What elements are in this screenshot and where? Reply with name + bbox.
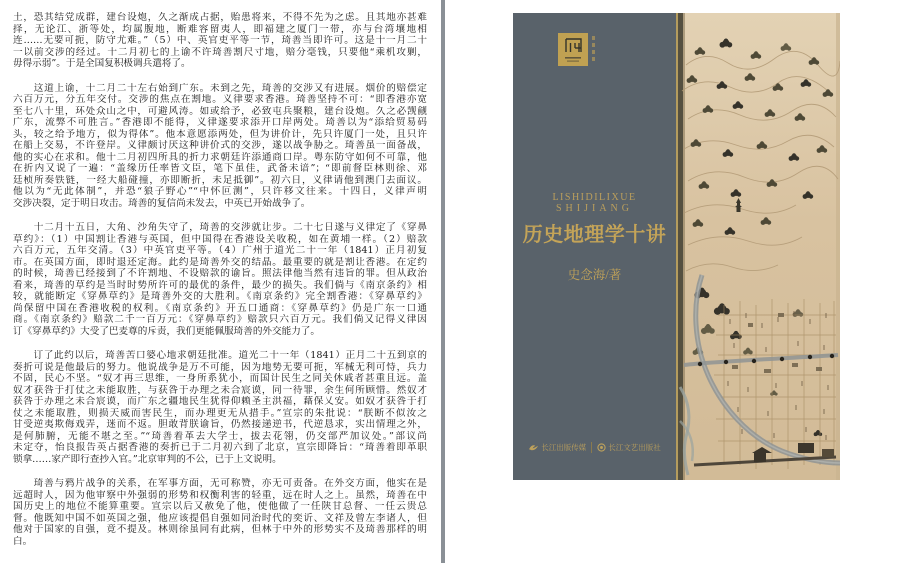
text-line: 土，恐其结党成群，建台设炮，久之渐成占据，贻患将来，不得不先为之虑。且其地亦甚难 [13, 12, 427, 23]
changjiang-wenyi-logo-icon [597, 443, 606, 452]
pane-divider[interactable] [441, 0, 445, 563]
cover-left-panel [513, 13, 676, 480]
text-line: 择，无论江、浙等处，均属腹地，断难容留夷人，即福建之厦门一带，亦与台湾壤地相 [13, 23, 427, 35]
antique-map-artwork [678, 13, 840, 480]
text-line: 琦善与鸦片战争的关系，在军事方面，无可称赞，亦无可责备。在外交方面，他实在是 [13, 478, 427, 489]
paragraph [13, 478, 427, 547]
publisher-right-label: 长江文艺出版社 [608, 443, 661, 452]
text-line: 不固，民心不坚。“奴才再三思维，一身所系犹小，而国计民生之同关休戚者甚重且远。盖 [13, 373, 427, 384]
changjiang-media-logo-icon [528, 443, 539, 452]
text-line: 远超时人，因为他审察中外强弱的形势和权衡利害的轻重，远在时人之上。虽然，琦善在中 [13, 489, 427, 501]
text-line: 锁拿……家产即行查抄入官。”北京审判的不公，已于上文说明。 [13, 453, 282, 465]
text-line: 甘受逆夷欺侮戏弄，迷而不返。胆敢背朕谕旨，仍然接递逆书，代逆恳求，实出情理之外， [13, 419, 427, 430]
text-line: 他以为“无此体制”，并恐“狼子野心”“中怀叵测”，只许移文往来。十四日，义律声明 [13, 186, 427, 197]
text-line: 这道上谕，十二月二十左右始到广东。未到之先，琦善的交涉又有进展。烟价的赔偿定 [13, 82, 427, 94]
text-line: 尚保留中国在香港收税的权利。《南京条约》开五口通商：《穿鼻草约》仍是广东一口通 [13, 302, 427, 314]
text-line: 广东，流弊不可胜言。”香港即不能得，义律遂要求添开口岸两处。琦善以为“添给贸易码 [13, 117, 427, 128]
text-line: 连……无要可扼，防守尤难。”（5）中、英官吏平等一节，琦善当即许可。这是十一月二十 [13, 35, 427, 46]
text-line: 廷桢所奏铁链，一经大船碰撞，亦即断折，未足抵御”。初六日，义律请他到澳门去面议。 [13, 174, 427, 186]
text-line: 获咎于办理之未合宸谟，而广东之疆地民生犹得仰赖圣主洪福，藉保乂安。如奴才获咎于打 [13, 396, 427, 407]
text-line: 奏折可说是他最后的努力。他说战争是万不可能，因为地势无要可扼，军械无利可恃，兵力 [13, 361, 427, 373]
paragraph [13, 222, 427, 337]
text-line: 奴才获咎于打仗之未能取胜，与获咎于办理之未合宸谟，同一待罪，余生何所顾惜。然奴才 [13, 384, 427, 396]
text-line: 督。他既知中国不如英国之强，他应该提倡自强如同治时代的奕䜣、文祥及曾左李诸人，但 [13, 512, 427, 524]
text-line: 他对于国家的自强，竟不提及。林则徐虽同有此病，但林于中外的形势实不及琦善那样的明 [13, 524, 427, 535]
text-line: 他的实心在求和。他十二月初四所具的折力求朝廷许添通商口岸。粤东防守如何不可靠，他 [13, 151, 427, 163]
text-line: 订《穿鼻草约》大受了巴麦尊的斥责，我们更能佩服琦善的外交能力了。 [13, 325, 320, 337]
text-line: 的时候，琦善已经接到了不许割地、不设赔款的谕旨。照法律他当然有违旨的罪。但从政治 [13, 268, 427, 279]
text-line: 国历史上的地位不能算重要。宣宗以后又赦免了他，使他做了一任陕甘总督、一任云贵总 [13, 501, 427, 512]
text-line: 一以前交涉的经过。十二月初七的上谕不许琦善割尺寸地，赔分毫钱，只要他“乘机攻剿， [13, 46, 427, 58]
pinyin-line-2: SHIJIANG [556, 203, 633, 214]
text-line: 草约》：（1）中国割让香港与英国，但中国得在香港设关收税，如在黄埔一样。（2）赔款 [13, 233, 427, 245]
series-logo-side-marks [592, 36, 596, 61]
text-line: 头，较之给予地方，似为得体”。他本意愿添两处，但为讲价计，先只许厦门一处，且只许 [13, 128, 427, 140]
paragraph [13, 350, 427, 465]
series-logo-emblem-icon [558, 33, 588, 66]
book-cover-image [513, 13, 840, 480]
text-line: 至七八十里，环处众山之中，可避风涛。如或给予，必致屯兵聚粮，建台设炮。久之必觊觎 [13, 105, 427, 117]
text-line: 十二月十五日，大角、沙角失守了，琦善的交涉就让步。二十七日遂与义律定了《穿鼻 [13, 222, 427, 233]
cover-title-pinyin [513, 192, 676, 214]
text-line: 仗之未能取胜，则损天威而害民生，而办理更无从措手。”宣宗的朱批说：“朕断不似汝之 [13, 407, 427, 419]
text-line: 未定夺，怡良报告英占据香港的奏折已于二月初六到了北京，宣宗即降旨：“琦善着即革职 [13, 442, 427, 453]
text-line: 看来，琦善的草约是当时时势所许可的最优的条件，最少的损失。我们倘与《南京条约》相 [13, 279, 427, 291]
text-line: 订了此约以后，琦善苦口婆心地求朝廷批准。道光二十一年（1841）正月二十五到京的 [13, 350, 427, 361]
publisher-row [513, 442, 676, 453]
paragraph [13, 83, 427, 210]
publisher-right [597, 442, 661, 453]
paragraph [13, 12, 427, 70]
text-line: 白。 [13, 535, 33, 547]
text-line: 在船上交易，不许登岸。义律颇讨厌这种讲价式的交涉，遂以战争胁之。琦善虽一面备战， [13, 140, 427, 151]
text-line: 六百万元，五年交清。（3）中英官吏平等。（4）广州于道光二十一年（1841）正月初复 [13, 245, 427, 256]
series-logo [558, 33, 588, 66]
text-line: 较，就能断定《穿鼻草约》是琦善外交的大胜利。《南京条约》完全割香港：《穿鼻草约》 [13, 291, 427, 302]
text-line: 商。《南京条约》赔款二千一百万元：《穿鼻草约》赔款只六百万元。我们倘又记得义律因 [13, 314, 427, 325]
book-title: 历史地理学十讲 [522, 224, 667, 246]
text-line: 毋得示弱”。于是全国复积极调兵遣将了。 [13, 58, 191, 69]
publisher-separator [591, 442, 592, 453]
text-page [13, 12, 427, 560]
publisher-left [528, 442, 586, 453]
pinyin-line-1: LISHIDILIXUE [552, 192, 637, 203]
publisher-left-label: 长江出版传媒 [541, 443, 587, 452]
book-author: 史念海/著 [567, 268, 622, 282]
text-line: 市。在英国方面，即时退还定海。此约是琦善外交的结晶。最重要的就是割让香港。在定约 [13, 256, 427, 268]
text-line: 交涉决裂，定于明日攻击。琦善的复信尚未发去，中英已开始战争了。 [13, 197, 311, 209]
text-line: 在折内又说了一遍：“盖缘历任率皆文臣，笔下虽佳，武备未谙”；“即前督臣林则徐、邓 [13, 163, 427, 174]
text-line: 六百万元，分五年交付。交涉的焦点在割地。义律要求香港。琦善坚持不可：“即香港亦宽 [13, 94, 427, 105]
text-line: 是何肺腑，无能不堪之至。”“琦善着革去大学士，拔去花翎，仍交部严加议处。”部议尚 [13, 430, 427, 442]
